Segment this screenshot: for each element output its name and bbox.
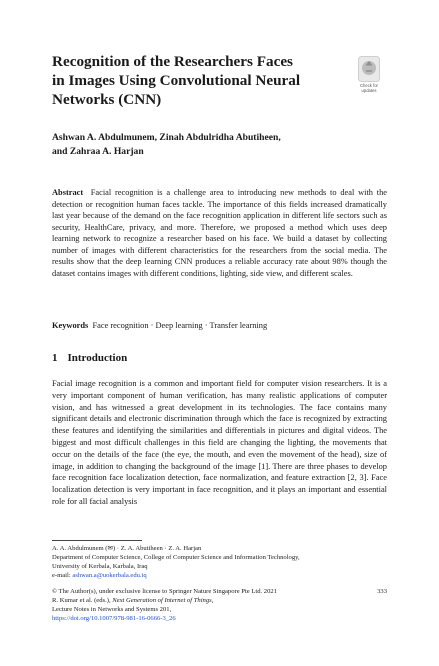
badge-text-2: updates [361, 88, 377, 93]
section-number: 1 [52, 352, 58, 364]
affiliation-block [52, 545, 387, 581]
email-label: e-mail: [52, 571, 71, 579]
abstract [52, 187, 387, 279]
email-link[interactable]: ashwan.a@uokerbala.edu.iq [72, 571, 147, 579]
check-for-updates-icon [358, 56, 380, 82]
copyright-notice: © The Author(s), under exclusive license to Springer Nature Singapore Pte Ltd. 2021 [52, 588, 277, 595]
introduction-paragraph: Facial image recognition is a common and important field for computer vision researchers. It is a very important component of human verification, has many realistic applications of computer vision, and has witnessed a great development in its technologies. The face contains many significant details and electronic discrimination through which the face is recognized by extracting these features and identifying the similarities and differentials in pictures and digital videos. The biggest and most difficult challenges in this field are changing the lighting, the movements that occur on the details of the face (the eye, the mouth, and even the movement of the head), size of image, in addition to changing the background of the image [1]. There are three phases to develop face recognition face localization detection, face normalization, and feature extraction [2, 3]. Face localization detection is very important in face recognition, and it plays an important and essential role for all facial analysis [52, 379, 387, 506]
paper-title [52, 52, 332, 109]
editors: R. Kumar et al. (eds.), [52, 596, 111, 604]
affiliation-names: A. A. Abdulmunem (✉) · Z. A. Abutiheen · Z. A. Harjan [52, 545, 202, 552]
title-line-3: Networks (CNN) [52, 91, 162, 108]
abstract-text: Facial recognition is a challenge area to introducing new methods to deal with the detection or recognition human faces tackle. The importance of this fields increased dramatically last year because of the demand on the face recognition application in different life sectors such as security, HealthCare, privacy, and more. Therefore, we proposed a method which uses deep learning network to recognize a researcher based on his face. We build a dataset by collecting number of images with different characteristics for the researchers from the social media. The results show that the deep learning CNN produces a reliable accuracy rate about 98% though the dataset contains images with different conditions, lighting, side view, and different scales. [52, 188, 388, 278]
abstract-label: Abstract [52, 188, 84, 197]
keywords-label: Keywords [52, 321, 89, 330]
authors-line-2: and Zahraa A. Harjan [52, 146, 144, 157]
book-title: Next Generation of Internet of Things, [112, 596, 214, 604]
title-line-1: Recognition of the Researchers Faces [52, 53, 293, 70]
series-info: Lecture Notes in Networks and Systems 201, [52, 605, 172, 613]
keywords-text: Face recognition · Deep learning · Transfer learning [92, 321, 268, 330]
publication-footer [52, 588, 387, 624]
badge-text-1: Check for [360, 83, 378, 88]
page-number: 333 [377, 588, 387, 595]
affiliation-department: Department of Computer Science, College of Computer Science and Information Technology, [52, 553, 300, 561]
section-heading [52, 352, 127, 364]
keywords [52, 320, 387, 332]
title-line-2: in Images Using Convolutional Neural [52, 72, 301, 89]
check-for-updates-badge[interactable] [352, 56, 386, 96]
footnote-divider [52, 540, 142, 541]
affiliation-university: University of Kerbala, Karbala, Iraq [52, 562, 148, 570]
authors [52, 131, 352, 159]
doi-link[interactable]: https://doi.org/10.1007/978-981-16-0666-3_26 [52, 614, 176, 622]
authors-line-1: Ashwan A. Abdulmunem, Zinah Abdulridha Abutiheen, [52, 132, 281, 143]
section-title: Introduction [67, 352, 128, 364]
